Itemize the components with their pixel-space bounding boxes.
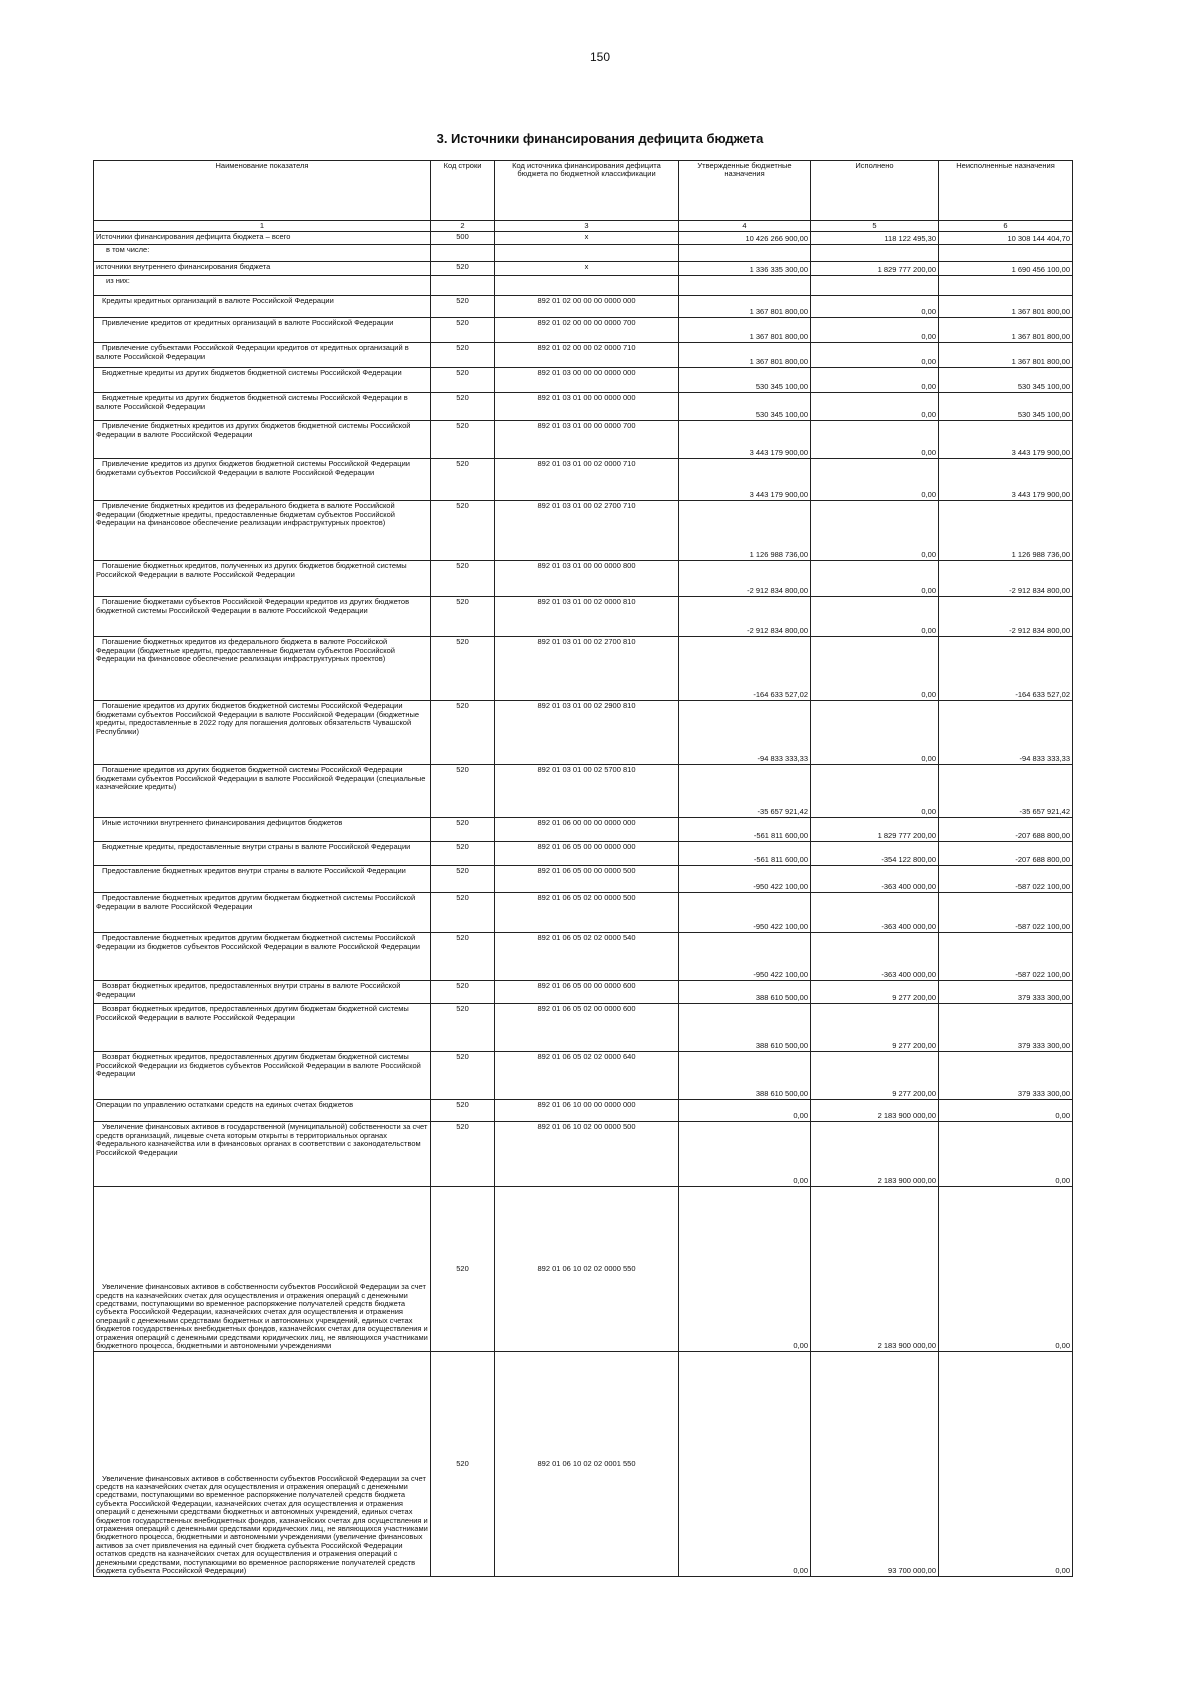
indicator-name: Предоставление бюджетных кредитов внутри страны в валюте Российской Федерации [94, 866, 431, 893]
unexecuted-amount: -2 912 834 800,00 [939, 561, 1073, 597]
source-code [495, 245, 679, 262]
executed-amount: 2 183 900 000,00 [811, 1100, 939, 1122]
line-code: 520 [431, 421, 495, 459]
line-code: 520 [431, 1052, 495, 1100]
table-row [94, 318, 1073, 343]
unexecuted-amount: -587 022 100,00 [939, 866, 1073, 893]
executed-amount: 0,00 [811, 561, 939, 597]
table-row [94, 421, 1073, 459]
source-code: 892 01 03 01 00 02 5700 810 [495, 765, 679, 818]
unexecuted-amount: 1 690 456 100,00 [939, 262, 1073, 276]
table-row [94, 368, 1073, 393]
table-row [94, 1052, 1073, 1100]
indicator-name: из них: [94, 276, 431, 296]
table-row [94, 1100, 1073, 1122]
executed-amount: 93 700 000,00 [811, 1352, 939, 1577]
approved-amount: 10 426 266 900,00 [679, 232, 811, 245]
indicator-name: Операции по управлению остатками средств на единых счетах бюджетов [94, 1100, 431, 1122]
source-code: х [495, 232, 679, 245]
unexecuted-amount: 10 308 144 404,70 [939, 232, 1073, 245]
indicator-name: Увеличение финансовых активов в собственности субъектов Российской Федерации за счет средств на казначейских счетах для осуществления и отражения операций с денежными средствами, поступающими во временное распоряжение получателей средств бюджета субъекта Российской Федерации, казначейских счетах для осуществления и отражения операций с денежными средствами бюджетных и автономных учреждений, единых счетах бюджетов государственных внебюджетных фондов, казначейских счетах для осуществления и отражения операций с денежными средствами юридических лиц, не являющихся участниками бюджетного процесса, бюджетными и автономными учреждениями (увеличение финансовых активов за счет привлечения на единый счет бюджета субъекта Российской Федерации остатков средств на казначейских счетах для осуществления и отражения операций с денежными средствами, поступающими во временное распоряжение получателей средств бюджета субъекта Российской Федерации) [94, 1352, 431, 1577]
approved-amount: 530 345 100,00 [679, 368, 811, 393]
executed-amount: 0,00 [811, 459, 939, 501]
indicator-name: Привлечение бюджетных кредитов из федерального бюджета в валюте Российской Федерации (бюджетные кредиты, предоставленные бюджетам субъектов Российской Федерации на финансовое обеспечение реализации инфраструктурных проектов) [94, 501, 431, 561]
line-code: 520 [431, 393, 495, 421]
source-code: 892 01 06 10 00 00 0000 000 [495, 1100, 679, 1122]
unexecuted-amount: -164 633 527,02 [939, 637, 1073, 701]
source-code: 892 01 03 01 00 02 0000 810 [495, 597, 679, 637]
unexecuted-amount: 1 367 801 800,00 [939, 343, 1073, 368]
executed-amount: 1 829 777 200,00 [811, 818, 939, 842]
indicator-name: Возврат бюджетных кредитов, предоставленных другим бюджетам бюджетной системы Российской Федерации в валюте Российской Федерации [94, 1004, 431, 1052]
indicator-name: Погашение бюджетных кредитов, полученных из других бюджетов бюджетной системы Российской Федерации в валюте Российской Федерации [94, 561, 431, 597]
executed-amount: 0,00 [811, 318, 939, 343]
approved-amount: 3 443 179 900,00 [679, 421, 811, 459]
line-code: 520 [431, 842, 495, 866]
unexecuted-amount: 1 367 801 800,00 [939, 318, 1073, 343]
unexecuted-amount [939, 276, 1073, 296]
header-line-code: Код строки [431, 161, 495, 221]
unexecuted-amount: -587 022 100,00 [939, 933, 1073, 981]
indicator-name: Погашение бюджетных кредитов из федерального бюджета в валюте Российской Федерации (бюджетные кредиты, предоставленные бюджетам субъектов Российской Федерации на финансовое обеспечение реализации инфраструктурных проектов) [94, 637, 431, 701]
indicator-name: Возврат бюджетных кредитов, предоставленных другим бюджетам бюджетной системы Российской Федерации из бюджетов субъектов Российской Федерации в валюте Российской Федерации [94, 1052, 431, 1100]
indicator-name: Бюджетные кредиты, предоставленные внутри страны в валюте Российской Федерации [94, 842, 431, 866]
section-title: 3. Источники финансирования дефицита бюджета [436, 131, 764, 146]
header-name: Наименование показателя [94, 161, 431, 221]
table-row [94, 765, 1073, 818]
executed-amount: 0,00 [811, 501, 939, 561]
executed-amount: 0,00 [811, 343, 939, 368]
table-row [94, 393, 1073, 421]
source-code: 892 01 06 05 02 00 0000 500 [495, 893, 679, 933]
executed-amount: 0,00 [811, 393, 939, 421]
line-code: 520 [431, 318, 495, 343]
executed-amount [811, 276, 939, 296]
approved-amount: 388 610 500,00 [679, 1004, 811, 1052]
executed-amount: 0,00 [811, 296, 939, 318]
table-row [94, 597, 1073, 637]
approved-amount: 388 610 500,00 [679, 1052, 811, 1100]
approved-amount: -2 912 834 800,00 [679, 561, 811, 597]
approved-amount: 0,00 [679, 1352, 811, 1577]
unexecuted-amount: 379 333 300,00 [939, 981, 1073, 1004]
source-code: х [495, 262, 679, 276]
indicator-name: источники внутреннего финансирования бюджета [94, 262, 431, 276]
unexecuted-amount: -35 657 921,42 [939, 765, 1073, 818]
line-code: 520 [431, 597, 495, 637]
line-code: 520 [431, 933, 495, 981]
executed-amount: 1 829 777 200,00 [811, 262, 939, 276]
table-row [94, 501, 1073, 561]
source-code: 892 01 06 10 02 00 0000 500 [495, 1122, 679, 1187]
indicator-name: Возврат бюджетных кредитов, предоставленных внутри страны в валюте Российской Федерации [94, 981, 431, 1004]
source-code: 892 01 06 05 02 02 0000 540 [495, 933, 679, 981]
table-row [94, 866, 1073, 893]
unexecuted-amount: 530 345 100,00 [939, 368, 1073, 393]
unexecuted-amount: -207 688 800,00 [939, 818, 1073, 842]
line-code [431, 276, 495, 296]
line-code: 520 [431, 1004, 495, 1052]
executed-amount: 0,00 [811, 637, 939, 701]
line-code: 520 [431, 1352, 495, 1577]
approved-amount: 3 443 179 900,00 [679, 459, 811, 501]
approved-amount: -164 633 527,02 [679, 637, 811, 701]
table-row [94, 933, 1073, 981]
indicator-name: в том числе: [94, 245, 431, 262]
unexecuted-amount: 0,00 [939, 1122, 1073, 1187]
source-code: 892 01 03 01 00 02 2700 710 [495, 501, 679, 561]
source-code: 892 01 06 05 02 02 0000 640 [495, 1052, 679, 1100]
approved-amount: 1 367 801 800,00 [679, 318, 811, 343]
header-unexecuted: Неисполненные назначения [939, 161, 1073, 221]
source-code: 892 01 06 05 00 00 0000 000 [495, 842, 679, 866]
indicator-name: Бюджетные кредиты из других бюджетов бюджетной системы Российской Федерации в валюте Российской Федерации [94, 393, 431, 421]
approved-amount: 1 126 988 736,00 [679, 501, 811, 561]
unexecuted-amount: 379 333 300,00 [939, 1004, 1073, 1052]
indicator-name: Погашение бюджетами субъектов Российской Федерации кредитов из других бюджетов бюджетной системы Российской Федерации в валюте Российской Федерации [94, 597, 431, 637]
financing-sources-table [93, 160, 1073, 1577]
executed-amount: -363 400 000,00 [811, 893, 939, 933]
line-code: 520 [431, 262, 495, 276]
column-number-row [94, 221, 1073, 232]
executed-amount: 9 277 200,00 [811, 1004, 939, 1052]
line-code: 520 [431, 343, 495, 368]
table-row [94, 893, 1073, 933]
unexecuted-amount: 3 443 179 900,00 [939, 459, 1073, 501]
executed-amount: 0,00 [811, 368, 939, 393]
table-row [94, 459, 1073, 501]
executed-amount: -363 400 000,00 [811, 933, 939, 981]
approved-amount: -35 657 921,42 [679, 765, 811, 818]
approved-amount: 530 345 100,00 [679, 393, 811, 421]
source-code: 892 01 06 10 02 02 0000 550 [495, 1187, 679, 1352]
approved-amount: 388 610 500,00 [679, 981, 811, 1004]
table-row [94, 1004, 1073, 1052]
executed-amount: 0,00 [811, 701, 939, 765]
indicator-name: Увеличение финансовых активов в собственности субъектов Российской Федерации за счет средств на казначейских счетах для осуществления и отражения операций с денежными средствами, поступающими во временное распоряжение получателей средств бюджета субъекта Российской Федерации, казначейских счетах для осуществления и отражения операций с денежными средствами бюджетных и автономных учреждений, единых счетах бюджетов государственных внебюджетных фондов, казначейских счетах для осуществления и отражения операций с денежными средствами юридических лиц, не являющихся участниками бюджетного процесса, бюджетными и автономными учреждениями [94, 1187, 431, 1352]
source-code: 892 01 03 01 00 00 0000 700 [495, 421, 679, 459]
approved-amount: 1 367 801 800,00 [679, 343, 811, 368]
source-code: 892 01 06 05 02 00 0000 600 [495, 1004, 679, 1052]
unexecuted-amount: 0,00 [939, 1187, 1073, 1352]
approved-amount: -950 422 100,00 [679, 933, 811, 981]
approved-amount: -950 422 100,00 [679, 866, 811, 893]
source-code: 892 01 06 05 00 00 0000 500 [495, 866, 679, 893]
column-number: 1 [94, 221, 431, 232]
line-code: 520 [431, 637, 495, 701]
table-row [94, 842, 1073, 866]
line-code: 520 [431, 765, 495, 818]
line-code: 520 [431, 1100, 495, 1122]
indicator-name: Кредиты кредитных организаций в валюте Российской Федерации [94, 296, 431, 318]
column-number: 5 [811, 221, 939, 232]
line-code: 500 [431, 232, 495, 245]
executed-amount: -363 400 000,00 [811, 866, 939, 893]
indicator-name: Привлечение бюджетных кредитов из других бюджетов бюджетной системы Российской Федерации в валюте Российской Федерации [94, 421, 431, 459]
source-code: 892 01 03 01 00 02 2700 810 [495, 637, 679, 701]
unexecuted-amount: 1 126 988 736,00 [939, 501, 1073, 561]
source-code: 892 01 02 00 00 02 0000 710 [495, 343, 679, 368]
executed-amount: 2 183 900 000,00 [811, 1122, 939, 1187]
approved-amount: -950 422 100,00 [679, 893, 811, 933]
indicator-name: Предоставление бюджетных кредитов другим бюджетам бюджетной системы Российской Федерации из бюджетов субъектов Российской Федерации в валюте Российской Федерации [94, 933, 431, 981]
unexecuted-amount: 0,00 [939, 1100, 1073, 1122]
source-code: 892 01 06 05 00 00 0000 600 [495, 981, 679, 1004]
page-number: 150 [589, 50, 611, 64]
line-code: 520 [431, 893, 495, 933]
line-code: 520 [431, 981, 495, 1004]
executed-amount: 0,00 [811, 597, 939, 637]
executed-amount: 2 183 900 000,00 [811, 1187, 939, 1352]
column-number: 4 [679, 221, 811, 232]
line-code: 520 [431, 459, 495, 501]
source-code: 892 01 03 01 00 00 0000 000 [495, 393, 679, 421]
line-code: 520 [431, 296, 495, 318]
line-code: 520 [431, 701, 495, 765]
line-code [431, 245, 495, 262]
table-row [94, 232, 1073, 245]
unexecuted-amount [939, 245, 1073, 262]
line-code: 520 [431, 501, 495, 561]
approved-amount: 0,00 [679, 1100, 811, 1122]
source-code: 892 01 06 10 02 02 0001 550 [495, 1352, 679, 1577]
source-code: 892 01 03 01 00 02 0000 710 [495, 459, 679, 501]
line-code: 520 [431, 368, 495, 393]
column-number: 6 [939, 221, 1073, 232]
approved-amount: -2 912 834 800,00 [679, 597, 811, 637]
indicator-name: Привлечение кредитов от кредитных организаций в валюте Российской Федерации [94, 318, 431, 343]
approved-amount: 0,00 [679, 1122, 811, 1187]
indicator-name: Увеличение финансовых активов в государственной (муниципальной) собственности за счет средств организаций, лицевые счета которым открыты в территориальных органах Федерального казначейства или в финансовых органах в соответствии с законодательством Российской Федерации [94, 1122, 431, 1187]
table-row [94, 561, 1073, 597]
indicator-name: Погашение кредитов из других бюджетов бюджетной системы Российской Федерации бюджетами субъектов Российской Федерации в валюте Российской Федерации (специальные казначейские кредиты) [94, 765, 431, 818]
source-code: 892 01 02 00 00 00 0000 700 [495, 318, 679, 343]
column-number: 3 [495, 221, 679, 232]
table-row [94, 701, 1073, 765]
table-row [94, 296, 1073, 318]
executed-amount: 0,00 [811, 765, 939, 818]
table-row [94, 245, 1073, 262]
line-code: 520 [431, 866, 495, 893]
approved-amount [679, 245, 811, 262]
unexecuted-amount: -2 912 834 800,00 [939, 597, 1073, 637]
approved-amount: -94 833 333,33 [679, 701, 811, 765]
executed-amount: 9 277 200,00 [811, 1052, 939, 1100]
table-row [94, 1352, 1073, 1577]
approved-amount: -561 811 600,00 [679, 818, 811, 842]
executed-amount: 9 277 200,00 [811, 981, 939, 1004]
line-code: 520 [431, 561, 495, 597]
indicator-name: Предоставление бюджетных кредитов другим бюджетам бюджетной системы Российской Федерации в валюте Российской Федерации [94, 893, 431, 933]
executed-amount: 118 122 495,30 [811, 232, 939, 245]
unexecuted-amount: 530 345 100,00 [939, 393, 1073, 421]
header-source-code: Код источника финансирования дефицита бюджета по бюджетной классификации [495, 161, 679, 221]
line-code: 520 [431, 1122, 495, 1187]
table-row [94, 818, 1073, 842]
table-row [94, 276, 1073, 296]
table-row [94, 637, 1073, 701]
unexecuted-amount: 379 333 300,00 [939, 1052, 1073, 1100]
unexecuted-amount: -94 833 333,33 [939, 701, 1073, 765]
source-code: 892 01 02 00 00 00 0000 000 [495, 296, 679, 318]
table-row [94, 1122, 1073, 1187]
approved-amount: -561 811 600,00 [679, 842, 811, 866]
table-row [94, 981, 1073, 1004]
unexecuted-amount: 3 443 179 900,00 [939, 421, 1073, 459]
source-code [495, 276, 679, 296]
indicator-name: Погашение кредитов из других бюджетов бюджетной системы Российской Федерации бюджетами субъектов Российской Федерации в валюте Российской Федерации (бюджетные кредиты, предоставленные в 2022 году для погашения долговых обязательств Чувашской Республики) [94, 701, 431, 765]
source-code: 892 01 03 01 00 00 0000 800 [495, 561, 679, 597]
approved-amount: 1 336 335 300,00 [679, 262, 811, 276]
indicator-name: Иные источники внутреннего финансирования дефицитов бюджетов [94, 818, 431, 842]
source-code: 892 01 03 00 00 00 0000 000 [495, 368, 679, 393]
indicator-name: Привлечение субъектами Российской Федерации кредитов от кредитных организаций в валюте Российской Федерации [94, 343, 431, 368]
executed-amount: 0,00 [811, 421, 939, 459]
unexecuted-amount: -207 688 800,00 [939, 842, 1073, 866]
executed-amount: -354 122 800,00 [811, 842, 939, 866]
approved-amount: 1 367 801 800,00 [679, 296, 811, 318]
header-approved: Утвержденные бюджетные назначения [679, 161, 811, 221]
unexecuted-amount: 1 367 801 800,00 [939, 296, 1073, 318]
executed-amount [811, 245, 939, 262]
table-row [94, 343, 1073, 368]
approved-amount [679, 276, 811, 296]
table-row [94, 1187, 1073, 1352]
unexecuted-amount: 0,00 [939, 1352, 1073, 1577]
source-code: 892 01 03 01 00 02 2900 810 [495, 701, 679, 765]
table-row [94, 262, 1073, 276]
column-number: 2 [431, 221, 495, 232]
header-executed: Исполнено [811, 161, 939, 221]
indicator-name: Источники финансирования дефицита бюджета – всего [94, 232, 431, 245]
line-code: 520 [431, 818, 495, 842]
indicator-name: Привлечение кредитов из других бюджетов бюджетной системы Российской Федерации бюджетами субъектов Российской Федерации в валюте Российской Федерации [94, 459, 431, 501]
table-header-row [94, 161, 1073, 221]
line-code: 520 [431, 1187, 495, 1352]
unexecuted-amount: -587 022 100,00 [939, 893, 1073, 933]
indicator-name: Бюджетные кредиты из других бюджетов бюджетной системы Российской Федерации [94, 368, 431, 393]
approved-amount: 0,00 [679, 1187, 811, 1352]
source-code: 892 01 06 00 00 00 0000 000 [495, 818, 679, 842]
